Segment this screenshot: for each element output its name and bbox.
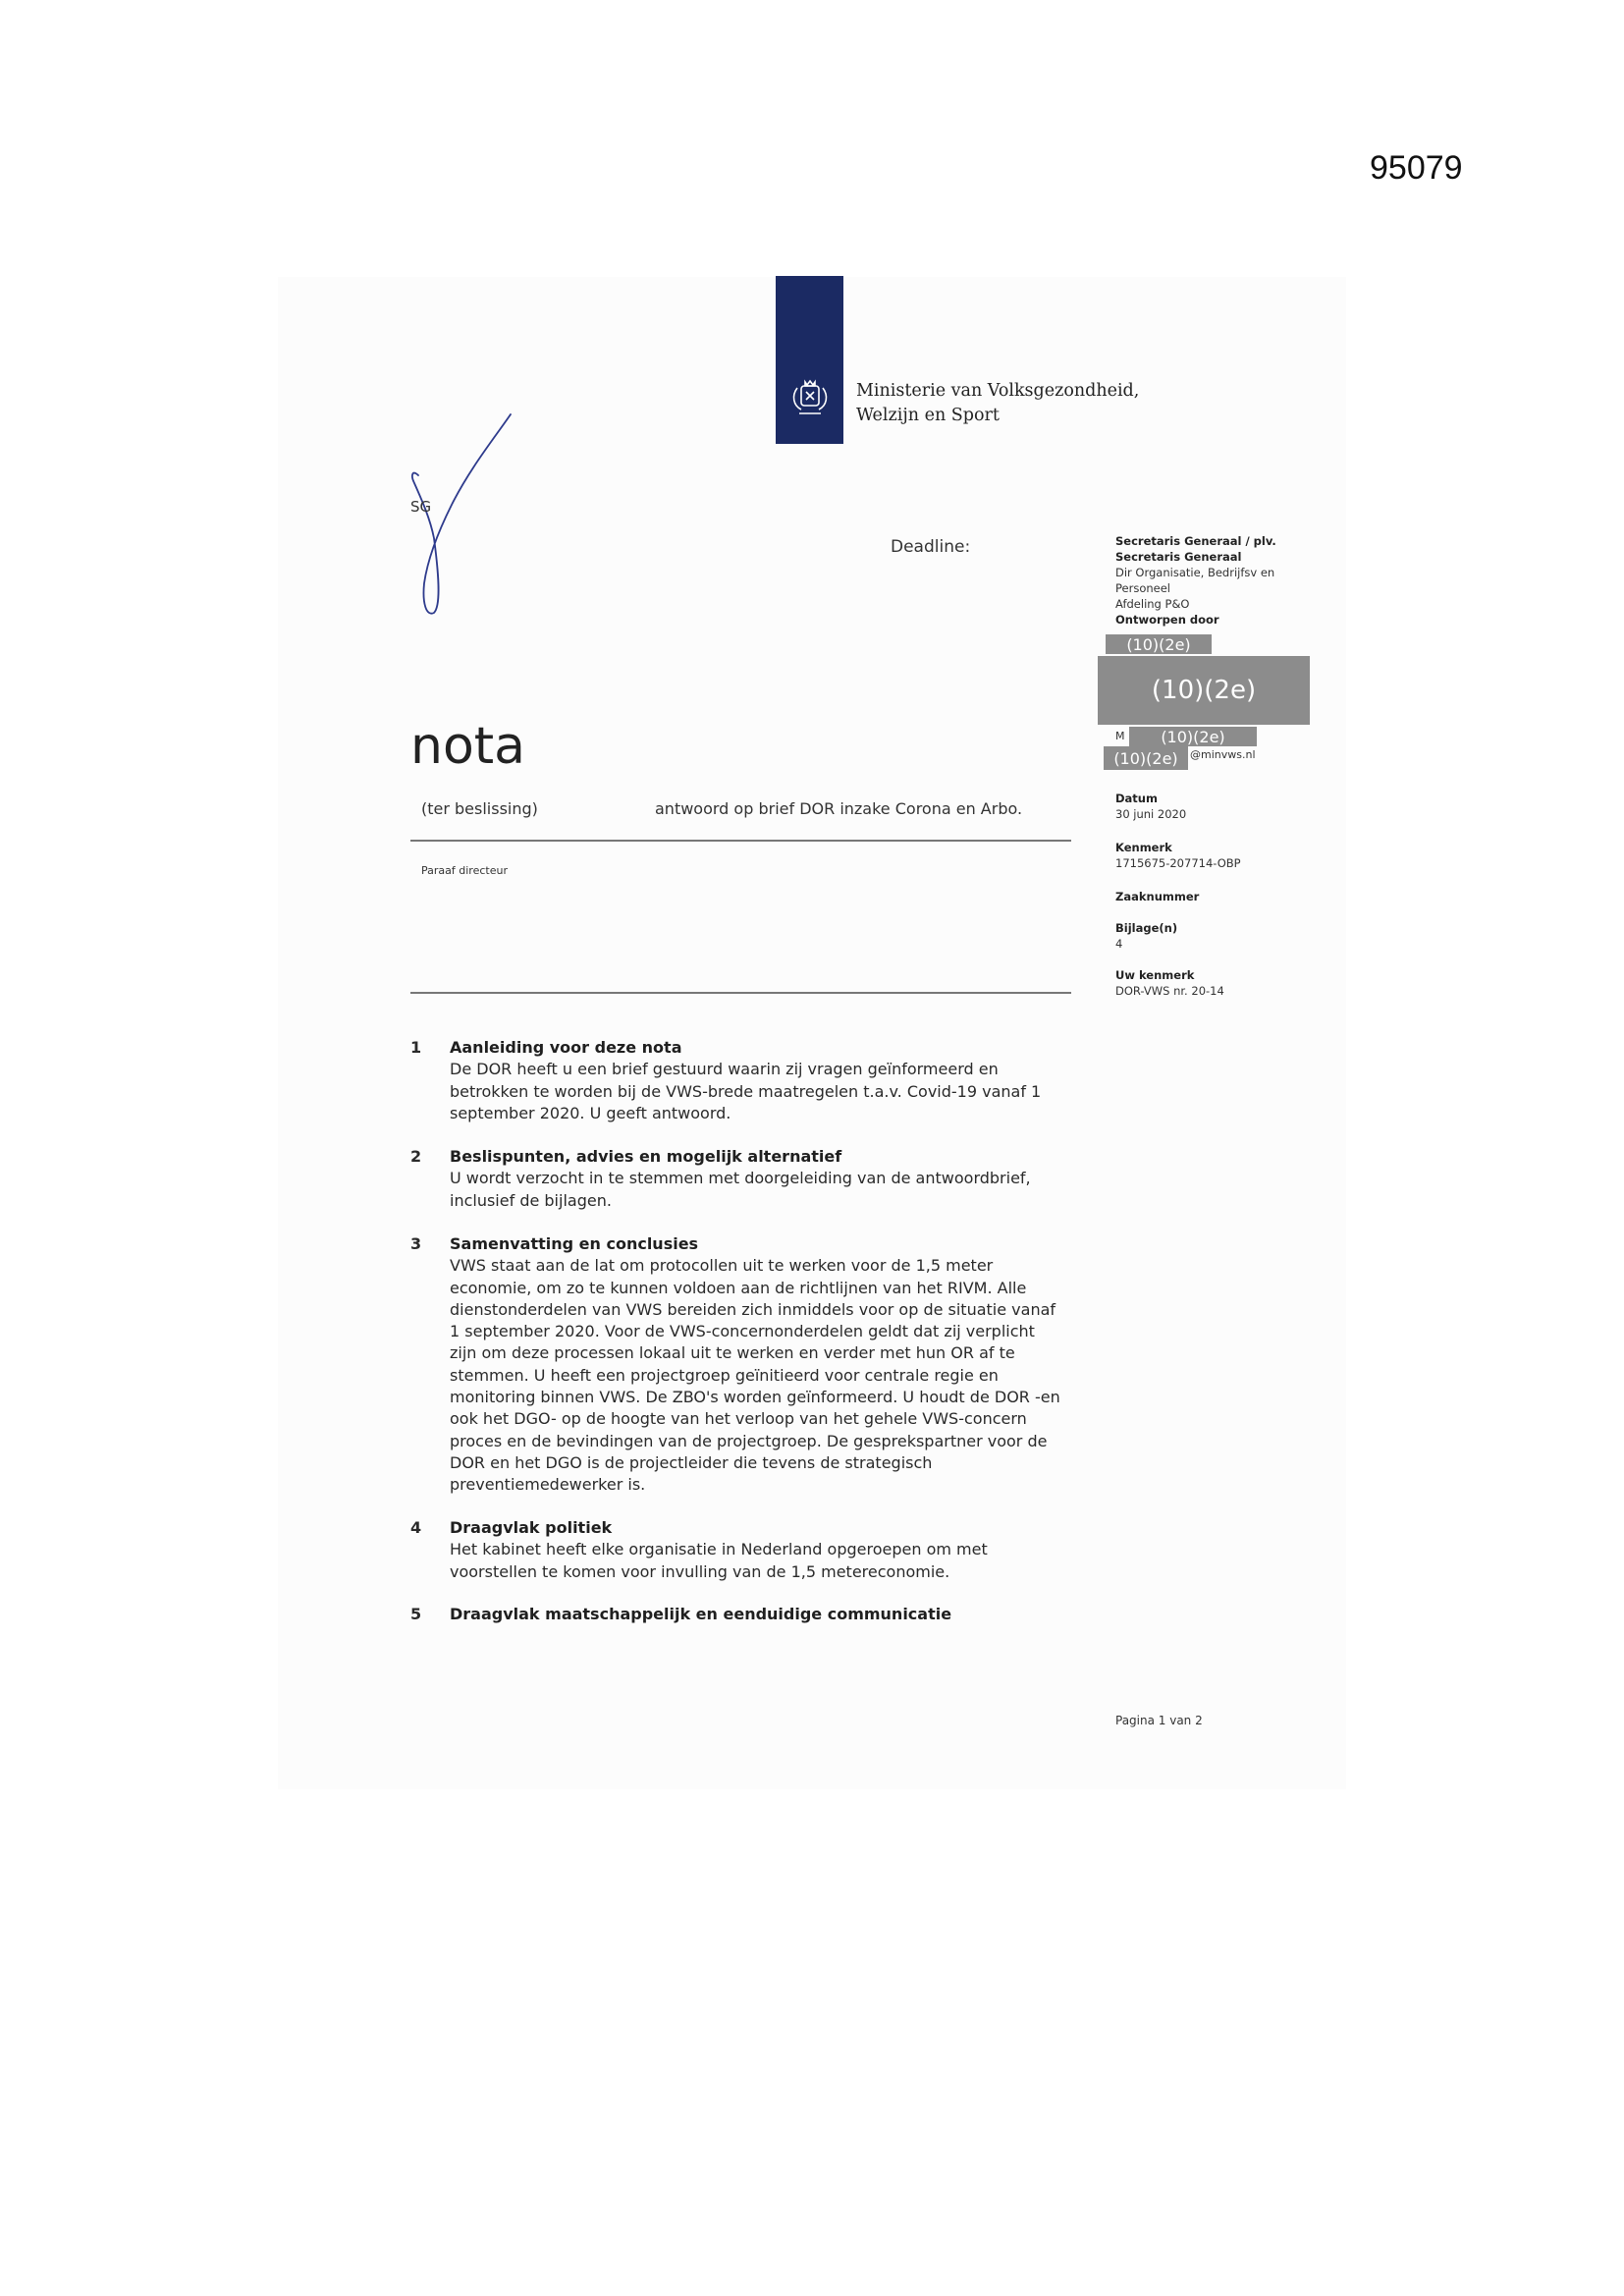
datum-block: [1115, 791, 1186, 822]
section-line: proces en de bevindingen van de projectgroep. De gesprekspartner voor de: [450, 1431, 1048, 1450]
section-heading: Samenvatting en conclusies: [450, 1234, 699, 1253]
section-line: ook het DGO- op de hoogte van het verloop van het gehele VWS-concern: [450, 1409, 1027, 1429]
document-number: 95079: [1370, 149, 1463, 187]
document-title: nota: [410, 717, 526, 776]
sender-block: [1115, 533, 1331, 628]
section-number: 1: [410, 1038, 422, 1057]
section-1: [410, 1037, 1098, 1124]
section-line: 1 september 2020. Voor de VWS-concernonderdelen geldt dat zij verplicht: [450, 1322, 1035, 1341]
section-line: U wordt verzocht in te stemmen met doorgeleiding van de antwoordbrief,: [450, 1169, 1031, 1188]
section-line: betrokken te worden bij de VWS-brede maatregelen t.a.v. Covid-19 vanaf 1: [450, 1081, 1042, 1101]
ministry-line-1: Ministerie van Volksgezondheid,: [856, 381, 1140, 401]
email-suffix: @minvws.nl: [1190, 748, 1256, 761]
uw-kenmerk-value: DOR-VWS nr. 20-14: [1115, 984, 1224, 998]
email-prefix: M: [1115, 730, 1125, 742]
kenmerk-label: Kenmerk: [1115, 841, 1172, 854]
section-line: economie, om zo te kunnen voldoen aan de richtlijnen van het RIVM. Alle: [450, 1278, 1027, 1297]
redaction-box: (10)(2e): [1129, 727, 1257, 746]
zaaknummer-block: [1115, 889, 1199, 904]
section-heading: Draagvlak politiek: [450, 1518, 613, 1537]
section-line: VWS staat aan de lat om protocollen uit te werken voor de 1,5 meter: [450, 1256, 994, 1276]
divider: [410, 992, 1071, 994]
section-5: [410, 1604, 1098, 1625]
bijlagen-label: Bijlage(n): [1115, 921, 1178, 935]
uw-kenmerk-label: Uw kenmerk: [1115, 968, 1195, 982]
section-line: inclusief de bijlagen.: [450, 1190, 612, 1210]
section-3: [410, 1233, 1098, 1497]
uw-kenmerk-block: [1115, 967, 1224, 999]
section-line: preventiemedewerker is.: [450, 1475, 646, 1495]
section-line: stemmen. U heeft een projectgroep geïnitieerd voor centrale regie en: [450, 1365, 999, 1385]
drafted-by-label: Ontworpen door: [1115, 613, 1219, 627]
deadline-label: Deadline:: [891, 537, 971, 557]
section-line: Het kabinet heeft elke organisatie in Nederland opgeroepen om met: [450, 1540, 988, 1559]
ministry-line-2: Welzijn en Sport: [856, 406, 1000, 425]
recipient-line-2: Secretaris Generaal: [1115, 550, 1242, 564]
department-line-1: Dir Organisatie, Bedrijfsv en: [1115, 566, 1275, 579]
section-line: De DOR heeft u een brief gestuurd waarin zij vragen geïnformeerd en: [450, 1060, 999, 1079]
redaction-box: (10)(2e): [1098, 656, 1310, 725]
divider: [410, 840, 1071, 842]
section-2: [410, 1146, 1098, 1212]
section-line: zijn om deze processen lokaal uit te werken en verder met hun OR af te: [450, 1343, 1015, 1363]
redaction-box: (10)(2e): [1104, 746, 1188, 770]
ter-beslissing-label: (ter beslissing): [421, 799, 538, 818]
section-line: dienstonderdelen van VWS bereiden zich inmiddels voor op de situatie vanaf: [450, 1299, 1056, 1319]
department-line-2: Personeel: [1115, 581, 1170, 595]
datum-label: Datum: [1115, 792, 1158, 805]
kenmerk-block: [1115, 840, 1241, 871]
recipient-line-1: Secretaris Generaal / plv.: [1115, 534, 1276, 548]
section-heading: Draagvlak maatschappelijk en eenduidige communicatie: [450, 1605, 952, 1623]
section-heading: Beslispunten, advies en mogelijk alternatief: [450, 1147, 842, 1166]
paraaf-label: Paraaf directeur: [421, 864, 508, 877]
signature-label: SG: [410, 498, 432, 516]
section-line: monitoring binnen VWS. De ZBO's worden geïnformeerd. U houdt de DOR -en: [450, 1388, 1060, 1407]
redaction-box: (10)(2e): [1106, 634, 1212, 654]
datum-value: 30 juni 2020: [1115, 807, 1187, 821]
ministry-name: [856, 379, 1139, 428]
zaaknummer-label: Zaaknummer: [1115, 890, 1200, 903]
page-footer: Pagina 1 van 2: [1115, 1714, 1203, 1727]
bijlagen-value: 4: [1115, 937, 1123, 951]
coat-of-arms-icon: [787, 376, 833, 421]
section-4: [410, 1517, 1098, 1583]
kenmerk-value: 1715675-207714-OBP: [1115, 856, 1241, 870]
subject-line: antwoord op brief DOR inzake Corona en Arbo.: [655, 799, 1023, 818]
section-number: 4: [410, 1518, 422, 1537]
section-number: 5: [410, 1605, 422, 1623]
section-line: september 2020. U geeft antwoord.: [450, 1103, 731, 1122]
section-heading: Aanleiding voor deze nota: [450, 1038, 682, 1057]
bijlagen-block: [1115, 920, 1177, 952]
section-number: 3: [410, 1234, 422, 1253]
section-number: 2: [410, 1147, 422, 1166]
ministry-logo-bar: [776, 276, 843, 444]
section-line: DOR en het DGO is de projectleider die tevens de strategisch: [450, 1452, 933, 1472]
section-line: voorstellen te komen voor invulling van de 1,5 metereconomie.: [450, 1561, 950, 1581]
department-line-3: Afdeling P&O: [1115, 597, 1190, 611]
